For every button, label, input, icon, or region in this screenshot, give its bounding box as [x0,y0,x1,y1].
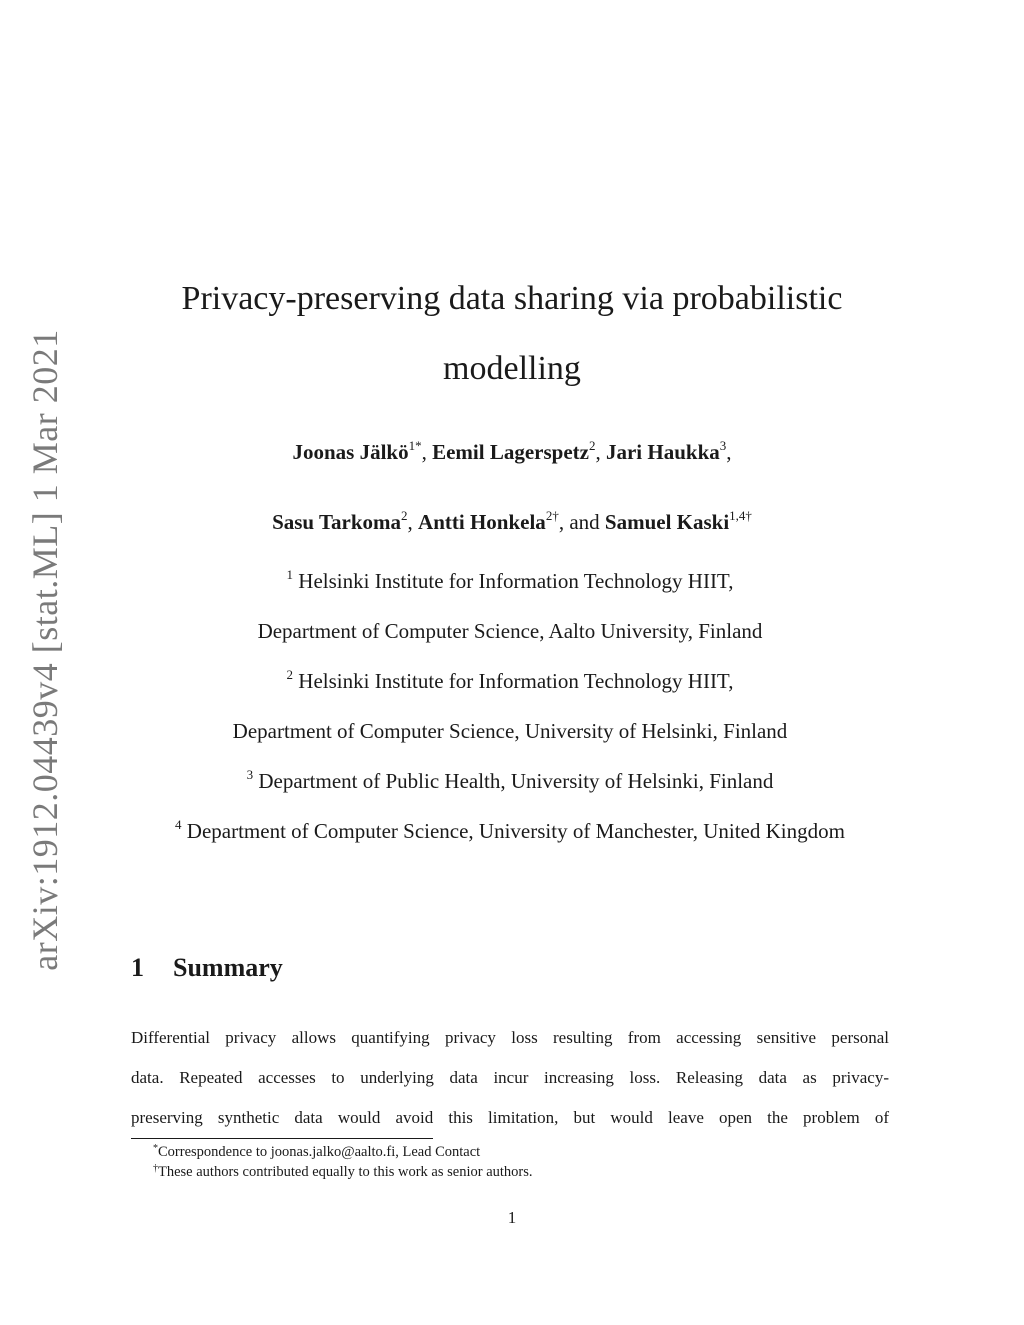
affiliation-mark: 2 [286,667,294,682]
author-name: Jari Haukka [605,440,720,464]
footnote-mark: † [153,1163,158,1174]
affiliation-text: Helsinki Institute for Information Technology HIIT, [298,669,734,693]
affiliation-line [100,656,920,706]
footnote-text: These authors contributed equally to this work as senior authors. [158,1164,533,1180]
footnote-text: Correspondence to joonas.jalko@aalto.fi, Lead Contact [158,1144,481,1160]
footnote [153,1162,533,1182]
affiliation-list [100,556,920,856]
footnote [153,1142,533,1162]
author-name: Eemil Lagerspetz [432,440,589,464]
author-name: Samuel Kaski [604,510,730,534]
paragraph-line: preserving synthetic data would avoid this limitation, but would leave open the problem of [131,1108,889,1127]
affiliation-line [100,706,920,756]
section-number: 1 [131,953,144,982]
paragraph-line: data. Repeated accesses to underlying data incur increasing loss. Releasing data as privacy- [131,1068,889,1087]
section-title: Summary [173,953,283,982]
author-mark: 2 [401,508,408,523]
arxiv-identifier-stamp: arXiv:1912.04439v4 [stat.ML] 1 Mar 2021 [25,329,65,971]
footnotes [153,1142,533,1182]
affiliation-text: Helsinki Institute for Information Technology HIIT, [298,569,734,593]
paper-title [112,264,912,404]
author-name: Antti Honkela [418,510,546,534]
author-mark: 3 [719,438,727,453]
affiliation-mark: 1 [286,567,294,582]
footnote-divider [131,1138,433,1139]
author-line-1: Joonas Jälkö$^{1*}$, Eemil Lagerspetz$^2$, Jari Haukka$^3$, [292,438,732,464]
summary-paragraph [131,1018,889,1138]
author-name: Sasu Tarkoma [272,510,402,534]
title-line-2: modelling [443,350,581,387]
affiliation-line [100,806,920,856]
page-number: 1 [507,1208,517,1227]
section-heading [131,953,283,983]
author-conjunction: and [569,510,600,534]
title-line-1: Privacy-preserving data sharing via probabilistic [181,280,843,317]
affiliation-text: Department of Public Health, University of Helsinki, Finland [258,769,774,793]
affiliation-line [100,556,920,606]
author-mark: 2 [588,438,596,453]
affiliation-text: Department of Computer Science, University of Helsinki, Finland [232,719,788,743]
affiliation-mark: 4 [175,817,182,832]
author-mark: 2† [545,508,559,523]
affiliation-mark: 3 [246,767,254,782]
author-mark: 1* [408,438,422,453]
author-line-2: Sasu Tarkoma$^2$, Antti Honkela$^{2\dagger}$, and Samuel Kaski$^{1,4\dagger}$ [272,508,752,534]
affiliation-text: Department of Computer Science, University of Manchester, United Kingdom [186,819,845,843]
paragraph-line: Differential privacy allows quantifying privacy loss resulting from accessing sensitive personal [131,1028,889,1047]
author-list [112,417,912,557]
affiliation-line [100,756,920,806]
footnote-mark: * [153,1143,158,1154]
author-mark: 1,4† [729,508,752,523]
affiliation-line [100,606,920,656]
affiliation-text: Department of Computer Science, Aalto University, Finland [257,619,763,643]
author-name: Joonas Jälkö [292,440,409,464]
